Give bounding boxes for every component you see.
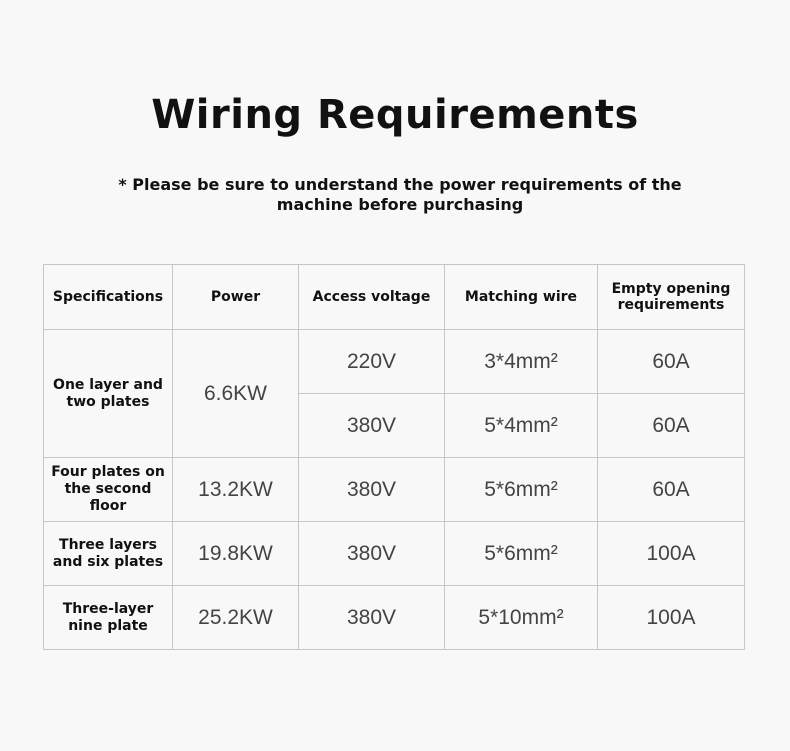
spec-cell: Four plates on the second floor [44, 458, 173, 522]
spec-cell: Three-layer nine plate [44, 586, 173, 650]
header-access-voltage: Access voltage [299, 265, 445, 330]
table-row [44, 522, 745, 586]
spec-cell: One layer and two plates [44, 330, 173, 458]
opening-cell: 60A [598, 330, 745, 394]
table-row [44, 330, 745, 394]
wire-cell: 5*6mm² [445, 458, 598, 522]
power-cell: 25.2KW [173, 586, 299, 650]
header-specifications: Specifications [44, 265, 173, 330]
opening-cell: 60A [598, 394, 745, 458]
opening-cell: 100A [598, 586, 745, 650]
header-power: Power [173, 265, 299, 330]
voltage-cell: 380V [299, 394, 445, 458]
voltage-cell: 380V [299, 522, 445, 586]
table-row [44, 586, 745, 650]
wire-cell: 5*4mm² [445, 394, 598, 458]
wire-cell: 5*6mm² [445, 522, 598, 586]
voltage-cell: 380V [299, 586, 445, 650]
wire-cell: 5*10mm² [445, 586, 598, 650]
voltage-cell: 380V [299, 458, 445, 522]
power-cell: 13.2KW [173, 458, 299, 522]
spec-cell: Three layers and six plates [44, 522, 173, 586]
header-empty-opening: Empty opening requirements [598, 265, 745, 330]
wiring-table [43, 264, 745, 650]
purchase-note: * Please be sure to understand the power requirements of the machine before purchasing [118, 175, 682, 214]
header-matching-wire: Matching wire [445, 265, 598, 330]
table-row [44, 458, 745, 522]
opening-cell: 60A [598, 458, 745, 522]
page-title: Wiring Requirements [151, 92, 639, 138]
table-header-row [44, 265, 745, 330]
power-cell: 6.6KW [173, 330, 299, 458]
voltage-cell: 220V [299, 330, 445, 394]
power-cell: 19.8KW [173, 522, 299, 586]
wire-cell: 3*4mm² [445, 330, 598, 394]
opening-cell: 100A [598, 522, 745, 586]
